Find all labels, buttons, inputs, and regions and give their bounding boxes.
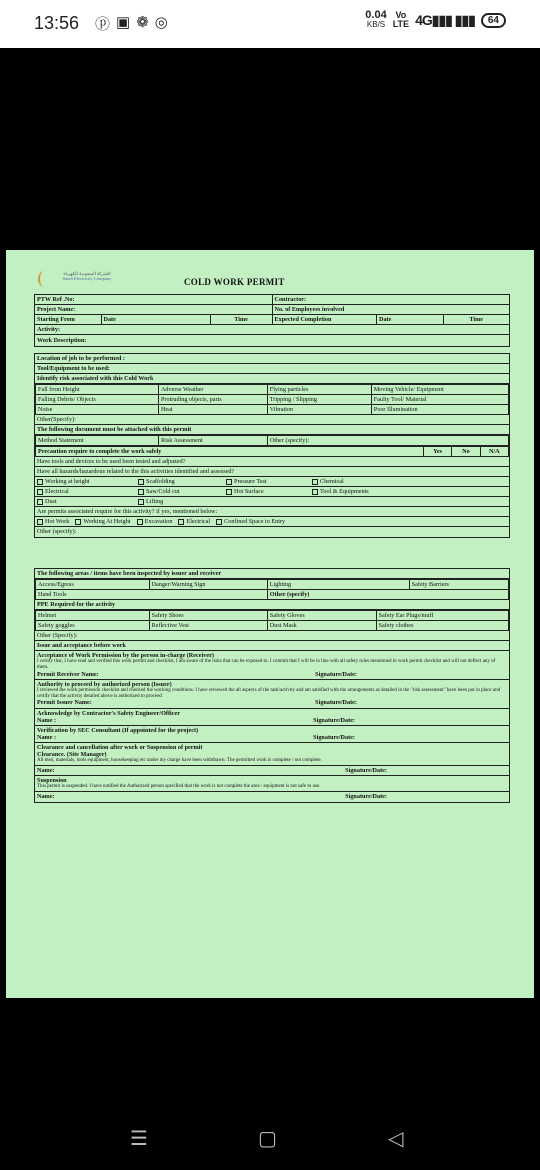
back-icon[interactable]: ◁ <box>388 1126 404 1150</box>
ppe-cell: Safety clothes <box>376 621 508 631</box>
checkbox-icon <box>37 479 43 485</box>
permit-title: COLD WORK PERMIT <box>184 277 285 287</box>
risk-cell: Poor Illumination <box>371 405 508 415</box>
doc-cell: Method Statement <box>36 436 159 446</box>
notification-icons <box>95 13 168 34</box>
risk-cell: Tripping / Slipping <box>267 395 371 405</box>
risk-cell: Moving Vehicle/ Equipment <box>371 385 508 395</box>
permit-header <box>34 268 510 294</box>
navigation-bar <box>0 1100 540 1170</box>
project-name: Project Name: <box>35 305 273 315</box>
checkbox-icon <box>226 489 232 495</box>
clock: 13:56 <box>34 13 80 33</box>
permit-other-row: Other (specify): <box>37 528 77 536</box>
hazard-options-row1: Working at height Scaffolding Pressure Test Chemical <box>35 477 509 487</box>
ppe-cell: Safety Gloves <box>267 611 376 621</box>
clearance-sign-row: Name: Signature/Date: <box>35 766 509 776</box>
checkbox-icon <box>138 479 144 485</box>
risk-cell: Faulty Tool/ Material <box>371 395 508 405</box>
starting-from: Starting From <box>35 315 102 325</box>
ppe-header: PPE Required for the activity <box>35 600 509 610</box>
ppe-cell: Safety Shoes <box>149 611 267 621</box>
system-indicators <box>365 10 506 30</box>
suspension-block: Suspension This permit is suspended. I have notified the Authorized person specified that the work is not complete the area / equipment is not safe to use. <box>35 776 509 792</box>
suspension-sign-row: Name: Signature/Date: <box>37 793 387 801</box>
risk-cell: Protruding objects, parts <box>158 395 267 405</box>
signal-icon: 4G▮▮▮ ▮▮▮ <box>415 11 475 28</box>
area-cell: Hand Tools <box>36 590 268 600</box>
inspected-header: The following areas / items have been inspected by issuer and receiver <box>35 569 509 579</box>
checkbox-icon <box>37 519 43 525</box>
expected-completion: Expected Completion <box>272 315 377 325</box>
battery-icon: 64 <box>481 13 506 28</box>
permit-form <box>34 268 510 948</box>
volte-icon: Vo LTE <box>392 10 410 29</box>
risk-cell: Heat <box>158 405 267 415</box>
following-docs-row: The following document must be attached with this permit <box>35 425 509 435</box>
general-info-table <box>34 294 510 347</box>
identify-risk-row: Identify risk associated with this Cold Work <box>35 374 509 384</box>
verification-block: Verification by SEC Consultant (If appointed for the project) Name : Signature/Date: <box>35 726 509 743</box>
issue-acceptance-row: Issue and acceptance before work <box>35 641 509 651</box>
yes-header: Yes <box>423 447 451 457</box>
flower-icon: ❁ <box>136 14 149 31</box>
ptw-ref: PTW Ref .No: <box>35 295 273 305</box>
network-speed: 0.04 KB/S <box>365 9 387 29</box>
checkbox-icon <box>37 499 43 505</box>
instagram-icon: ◎ <box>154 14 168 31</box>
start-time: Time <box>210 315 272 325</box>
permit-document <box>6 250 534 998</box>
permit-types-row: Hot Work Working At Height Excavation Electrical Confined Space to Entry <box>35 517 509 527</box>
no-header: No <box>452 447 480 457</box>
status-bar <box>0 0 540 48</box>
ppe-table <box>35 610 509 631</box>
authority-block: Authority to proceed by authorized person (Issuer) I reviewed the work permission checklist and checked the working conditions. I have reviewed the all aspects of the task/activity and am satisfied with the arrangements as detailed in the "risk assessment" have been put in place and certify that the activity detailed above is authorized to proceed Permit Issuer Name: Signature/Date: <box>35 680 509 709</box>
tool-equipment-row: Tool/Equipment to be used: <box>35 364 509 374</box>
checkbox-icon <box>216 519 222 525</box>
na-header: N/A <box>480 447 508 457</box>
risk-cell: Fall from Height <box>36 385 159 395</box>
risk-cell: Flying particles <box>267 385 371 395</box>
recent-apps-icon[interactable]: ☰ <box>130 1126 148 1150</box>
employees-involved: No. of Employees involved <box>272 305 510 315</box>
area-cell: Other (specify) <box>267 590 508 600</box>
acknowledge-block: Acknowledge by Contractor's Safety Engineer/Officer Name : Signature/Date: <box>35 709 509 726</box>
docs-table <box>35 435 509 446</box>
checkbox-icon <box>138 499 144 505</box>
precaution-table <box>35 446 509 457</box>
risk-section <box>34 353 510 538</box>
end-date: Date <box>377 315 444 325</box>
risk-other-row: Other(Specify): <box>35 415 509 425</box>
ppe-cell: Helmet <box>36 611 150 621</box>
checkbox-icon <box>37 489 43 495</box>
risk-cell: Falling Debris/ Objects <box>36 395 159 405</box>
location-row: Location of job to be performed : <box>35 354 509 364</box>
risk-cell: Noise <box>36 405 159 415</box>
checkbox-icon <box>312 479 318 485</box>
acceptance-block: Acceptance of Work Permission by the person in-charge (Receiver) I certify that, I have read and verified this work permit and checklist, I am aware of the risks that can be exposed to. I commit that I will be in line with all safety rules mentioned in work permit checklist and will not deflect any of them. Permit Receiver Name: Signature/Date: <box>35 651 509 680</box>
permits-question: Are permits associated require for this activity? if yes, mentioned below: <box>35 507 509 517</box>
area-cell: Access/Egress <box>36 580 150 590</box>
hazard-options-row2: Electrical Saw/Cold cut Hot Surface Tool & Equipments <box>35 487 509 497</box>
pinterest-icon: ⓟ <box>95 16 111 33</box>
checkbox-icon <box>75 519 81 525</box>
logo-swoosh-icon <box>38 271 50 287</box>
ppe-cell: Reflective Vest <box>149 621 267 631</box>
gallery-icon: ▣ <box>116 14 131 31</box>
question-hazards: Have all hazards/hazardous related to the this activities identified and assessed? <box>35 467 509 477</box>
clearance-block: Clearance and cancellation after work or Suspension of permit Clearance. (Site Manager) All men, materials, tools equipment, housekeeping etc under my charge have been withdrawn. The permitted work is complete / not complete. <box>35 743 509 766</box>
risk-table <box>35 384 509 415</box>
activity: Activity: <box>35 325 510 335</box>
hazard-options-row3: Dust Lifting <box>35 497 509 507</box>
precaution-header: Precaution require to complete the work safely <box>36 447 424 457</box>
inspection-section <box>34 568 510 803</box>
doc-cell: Other (specify): <box>267 436 508 446</box>
checkbox-icon <box>312 489 318 495</box>
end-time: Time <box>443 315 510 325</box>
doc-cell: Risk Assessment <box>158 436 267 446</box>
company-logo: الشركة السعودية للكهرباء Saudi Electricity Company <box>42 271 132 289</box>
area-cell: Lighting <box>267 580 409 590</box>
checkbox-icon <box>178 519 184 525</box>
ppe-cell: Dust Mask <box>267 621 376 631</box>
work-description: Work Description: <box>35 335 510 347</box>
risk-cell: Adverse Weather <box>158 385 267 395</box>
ppe-cell: Safety Ear Plugs/muff <box>376 611 508 621</box>
checkbox-icon <box>138 489 144 495</box>
contractor: Contractor: <box>272 295 510 305</box>
risk-cell: Vibration <box>267 405 371 415</box>
area-cell: Safety Barriers <box>409 580 508 590</box>
checkbox-icon <box>226 479 232 485</box>
ppe-other-row: Other (Specify): <box>35 631 509 641</box>
areas-table <box>35 579 509 600</box>
ppe-cell: Safety goggles <box>36 621 150 631</box>
question-tools: Have tools and devices to be used been tested and adjusted? <box>35 457 509 467</box>
area-cell: Danger/Warning Sign <box>149 580 267 590</box>
checkbox-icon <box>137 519 143 525</box>
home-icon[interactable]: ▢ <box>258 1126 277 1150</box>
start-date: Date <box>101 315 210 325</box>
